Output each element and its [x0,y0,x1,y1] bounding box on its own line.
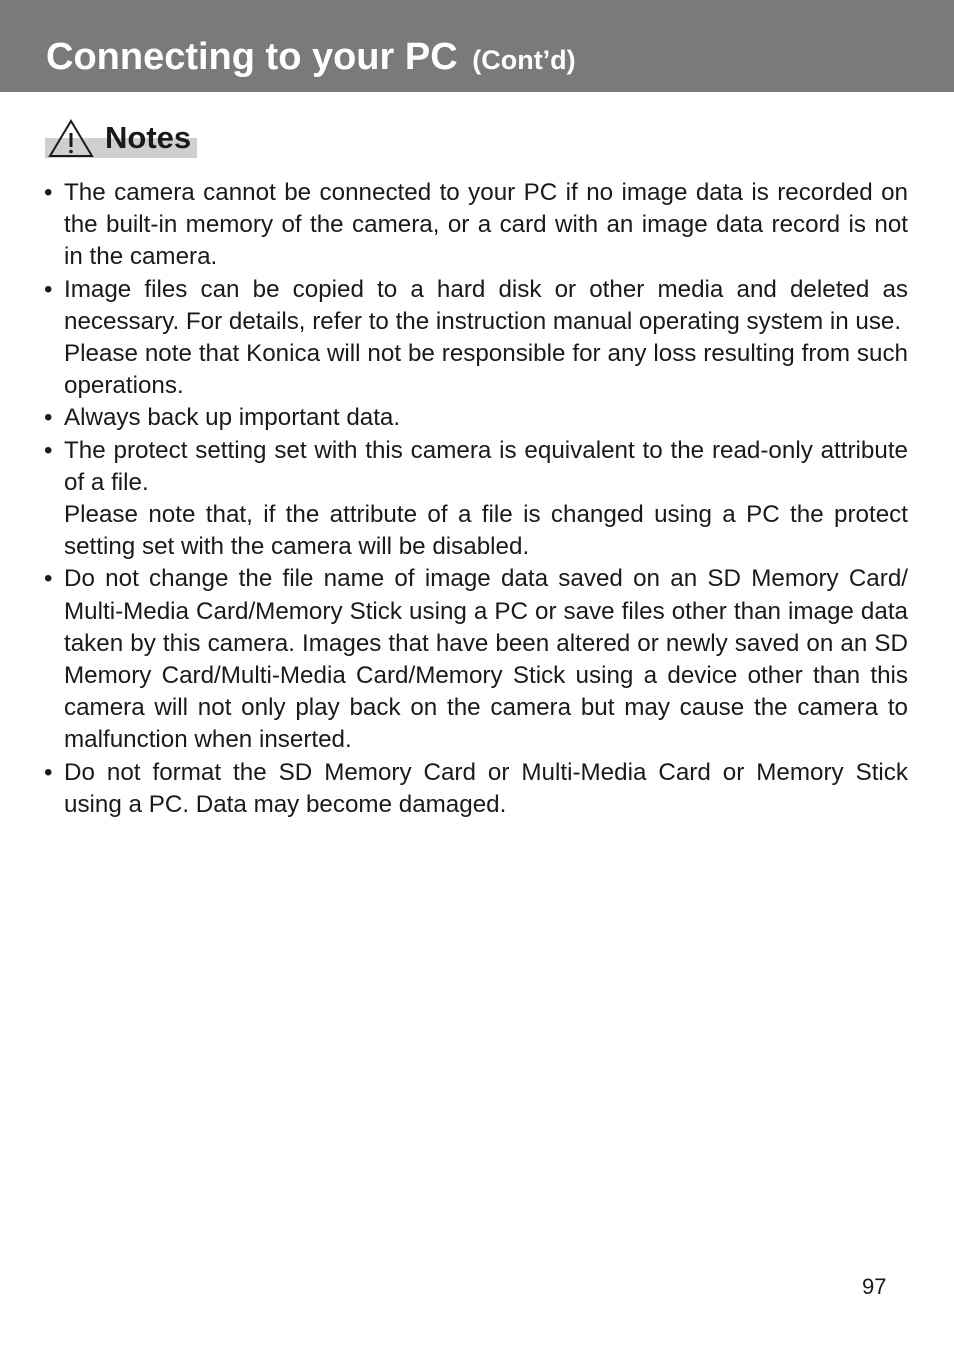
bullet-icon: • [44,565,53,593]
list-item-text: Do not format the SD Memory Card or Multi-Media Card or Memory Stick using a PC. Data may become damaged. [64,758,908,818]
list-item-text: The camera cannot be connected to your PC if no image data is recorded on the built-in memory of the camera, or a card with an image data record is not in the camera. [64,179,908,271]
bullet-icon: • [44,758,53,786]
list-item-text: Please note that Konica will not be responsible for any loss resulting from such operations. [64,340,908,400]
list-item-text: Do not change the file name of image data saved on an SD Memory Card/ Multi-Media Card/Memory Stick using a PC or save files other than image data taken by this camera. Images that have been altered or newly saved on an SD Memory Card/Multi-Media Card/Memory Stick using a device other than this camera will not only play back on the camera but may cause the camera to malfunction when inserted. [64,565,908,754]
notes-heading [45,118,197,158]
list-item [44,757,908,821]
page-title [46,36,576,81]
list-item-text: Image files can be copied to a hard disk or other media and deleted as necessary. For details, refer to the instruction manual operating system in use. [64,275,908,335]
notes-list [44,177,908,821]
bullet-icon: • [44,179,53,206]
list-item [44,274,908,403]
page-title-text: Connecting to your PC [46,36,458,78]
header-band [0,0,954,92]
list-item-text: The protect setting set with this camera is equivalent to the read-only attribute of a file. [64,436,908,496]
bullet-icon: • [44,436,53,464]
list-item [44,563,908,756]
list-item-text: Please note that, if the attribute of a file is changed using a PC the protect setting set with the camera will be disabled. [64,501,908,561]
list-item [44,435,908,564]
page-number: 97 [862,1274,887,1299]
warning-triangle-icon [47,118,95,158]
list-item [44,177,908,274]
list-item [44,402,908,434]
bullet-icon: • [44,404,53,432]
bullet-icon: • [44,275,53,303]
notes-heading-label: Notes [105,120,192,155]
page-title-suffix: (Cont’d) [472,45,576,75]
list-item-text: Always back up important data. [64,404,401,432]
